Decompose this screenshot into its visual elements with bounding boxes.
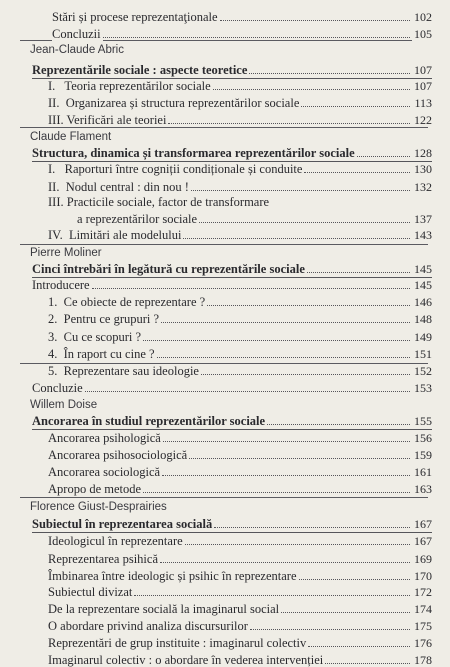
dot-leader (134, 595, 410, 596)
toc-page-number: 159 (414, 448, 432, 462)
toc-entry (0, 228, 450, 242)
dot-leader (308, 646, 410, 647)
dot-leader (307, 272, 410, 273)
toc-entry-title: Ancorarea psihologică (48, 431, 161, 445)
author-name: Claude Flament (30, 131, 112, 143)
toc-entry-title: Reprezentările sociale : aspecte teoretice (32, 63, 248, 77)
toc-entry-title: Imaginarul colectiv : o abordare în vederea intervenției (48, 653, 324, 667)
toc-entry (0, 162, 450, 176)
toc-page-number: 146 (414, 295, 432, 309)
toc-entry (0, 96, 450, 110)
toc-page-number: 148 (414, 312, 432, 326)
dot-leader (213, 89, 410, 90)
toc-page-number: 167 (414, 534, 432, 548)
section-divider (20, 497, 428, 498)
toc-entry-title: Cinci întrebări în legătură cu reprezentările sociale (32, 262, 305, 276)
toc-entry-title: Reprezentarea psihică (48, 552, 159, 566)
toc-entry-title: IV. Limitări ale modelului (48, 228, 182, 242)
dot-leader (103, 37, 410, 38)
chapter-underline (32, 78, 432, 79)
toc-page-number: 149 (414, 330, 432, 344)
toc-page-number: 130 (414, 162, 432, 176)
toc-entry (0, 448, 450, 462)
dot-leader (163, 441, 410, 442)
dot-leader (162, 475, 410, 476)
toc-entry (0, 79, 450, 93)
toc-entry-title: De la reprezentare socială la imaginarul social (48, 602, 280, 616)
toc-page-number: 161 (414, 465, 432, 479)
toc-entry-title: II. Nodul central : din nou ! (48, 180, 189, 194)
toc-page-number: 105 (414, 27, 432, 41)
toc-entry (0, 212, 450, 226)
toc-page-number: 155 (414, 414, 432, 428)
toc-entry (0, 312, 450, 326)
dot-leader (189, 458, 410, 459)
toc-page-number: 113 (414, 96, 432, 110)
dot-leader (325, 663, 410, 664)
dot-leader (299, 579, 410, 580)
toc-chapter-entry (0, 63, 450, 77)
toc-entry-title: 1. Ce obiecte de reprezentare ? (48, 295, 206, 309)
toc-entry-title: 4. În raport cu cine ? (48, 347, 155, 361)
dot-leader (214, 527, 410, 528)
toc-chapter-entry (0, 414, 450, 428)
toc-page-number: 102 (414, 10, 432, 24)
toc-entry-title: III. Practicile sociale, factor de transformare (48, 195, 270, 209)
toc-page-number: 107 (414, 79, 432, 93)
toc-entry-title: Subiectul în reprezentarea socială (32, 517, 213, 531)
toc-entry-title: a reprezentărilor sociale (77, 212, 198, 226)
dot-leader (157, 357, 410, 358)
chapter-underline (32, 429, 432, 430)
toc-entry (0, 27, 450, 41)
dot-leader (281, 612, 410, 613)
toc-entry (0, 569, 450, 583)
toc-entry (0, 278, 450, 292)
toc-page-number: 132 (414, 180, 432, 194)
toc-entry (0, 295, 450, 309)
toc-page-number: 167 (414, 517, 432, 531)
toc-entry-title: II. Organizarea și structura reprezentărilor sociale (48, 96, 300, 110)
dot-leader (207, 305, 410, 306)
toc-entry-title: III. Verificări ale teoriei (48, 113, 167, 127)
toc-entry (0, 534, 450, 548)
dot-leader (168, 123, 410, 124)
toc-entry-title: Stări și procese reprezentaţionale (52, 10, 218, 24)
toc-page-number: 170 (414, 569, 432, 583)
toc-page-number: 122 (414, 113, 432, 127)
toc-page-number: 156 (414, 431, 432, 445)
toc-entry-title: Îmbinarea între ideologic și psihic în reprezentare (48, 569, 297, 583)
toc-page-number: 169 (414, 552, 432, 566)
toc-entry-title: Apropo de metode (48, 482, 142, 496)
toc-entry-title: 2. Pentru ce grupuri ? (48, 312, 160, 326)
chapter-underline (32, 161, 432, 162)
toc-entry (0, 330, 450, 344)
section-divider (20, 127, 428, 128)
toc-entry-title: Reprezentări de grup instituite : imaginarul colectiv (48, 636, 307, 650)
toc-page-number: 151 (414, 347, 432, 361)
toc-entry-title: Structura, dinamica și transformarea reprezentărilor sociale (32, 146, 355, 160)
toc-entry-title: Subiectul divizat (48, 585, 133, 599)
toc-entry (0, 482, 450, 496)
dot-leader (301, 106, 410, 107)
toc-entry (0, 113, 450, 127)
toc-entry-title: I. Raporturi între cogniții condiționale și conduite (48, 162, 303, 176)
toc-page-number: 152 (414, 364, 432, 378)
toc-entry (0, 465, 450, 479)
dot-leader (201, 374, 410, 375)
toc-entry-title: 5. Reprezentare sau ideologie (48, 364, 199, 378)
toc-chapter-entry (0, 517, 450, 531)
chapter-underline (32, 277, 432, 278)
toc-entry-title: 3. Cu ce scopuri ? (48, 330, 142, 344)
chapter-underline (32, 532, 432, 533)
toc-entry (0, 195, 450, 209)
toc-page-number: 145 (414, 262, 432, 276)
toc-entry (0, 653, 450, 667)
section-divider (20, 244, 428, 245)
dot-leader (267, 424, 410, 425)
toc-page-number: 172 (414, 585, 432, 599)
dot-leader (250, 629, 410, 630)
dot-leader (183, 238, 410, 239)
toc-entry (0, 10, 450, 24)
author-name: Pierre Moliner (30, 247, 102, 259)
dot-leader (92, 288, 410, 289)
toc-entry-title: O abordare privind analiza discursurilor (48, 619, 248, 633)
author-name: Willem Doise (30, 399, 98, 411)
toc-entry (0, 602, 450, 616)
toc-page-number: 175 (414, 619, 432, 633)
toc-entry-title: Introducere (32, 278, 90, 292)
toc-entry (0, 381, 450, 395)
toc-entry-title: I. Teoria reprezentărilor sociale (48, 79, 211, 93)
toc-entry (0, 636, 450, 650)
dot-leader (199, 222, 410, 223)
toc-entry-title: Concluzii (52, 27, 101, 41)
toc-entry-title: Ancorarea sociologică (48, 465, 161, 479)
dot-leader (185, 544, 410, 545)
author-name: Jean-Claude Abric (30, 44, 124, 56)
dot-leader (191, 190, 410, 191)
toc-entry (0, 552, 450, 566)
dot-leader (160, 562, 410, 563)
dot-leader (161, 322, 410, 323)
dot-leader (220, 20, 410, 21)
toc-chapter-entry (0, 262, 450, 276)
toc-entry (0, 431, 450, 445)
toc-page-number: 145 (414, 278, 432, 292)
toc-entry-title: Ancorarea în studiul reprezentărilor sociale (32, 414, 266, 428)
dot-leader (143, 492, 410, 493)
toc-entry-title: Concluzie (32, 381, 83, 395)
author-name: Florence Giust-Desprairies (30, 501, 167, 513)
toc-page-number: 178 (414, 653, 432, 667)
toc-chapter-entry (0, 146, 450, 160)
toc-entry-title: Ancorarea psihosociologică (48, 448, 188, 462)
dot-leader (85, 391, 410, 392)
toc-entry (0, 364, 450, 378)
toc-page-number: 163 (414, 482, 432, 496)
toc-entry (0, 180, 450, 194)
dot-leader (249, 73, 410, 74)
toc-page-number: 137 (414, 212, 432, 226)
toc-page-number: 176 (414, 636, 432, 650)
dot-leader (143, 340, 410, 341)
toc-entry (0, 585, 450, 599)
toc-entry (0, 347, 450, 361)
toc-page-number: 128 (414, 146, 432, 160)
dot-leader (357, 156, 410, 157)
toc-entry-title: Ideologicul în reprezentare (48, 534, 183, 548)
dot-leader (304, 172, 410, 173)
toc-entry (0, 619, 450, 633)
toc-page-number: 174 (414, 602, 432, 616)
toc-page-number: 107 (414, 63, 432, 77)
toc-page-number: 153 (414, 381, 432, 395)
toc-page-number: 143 (414, 228, 432, 242)
